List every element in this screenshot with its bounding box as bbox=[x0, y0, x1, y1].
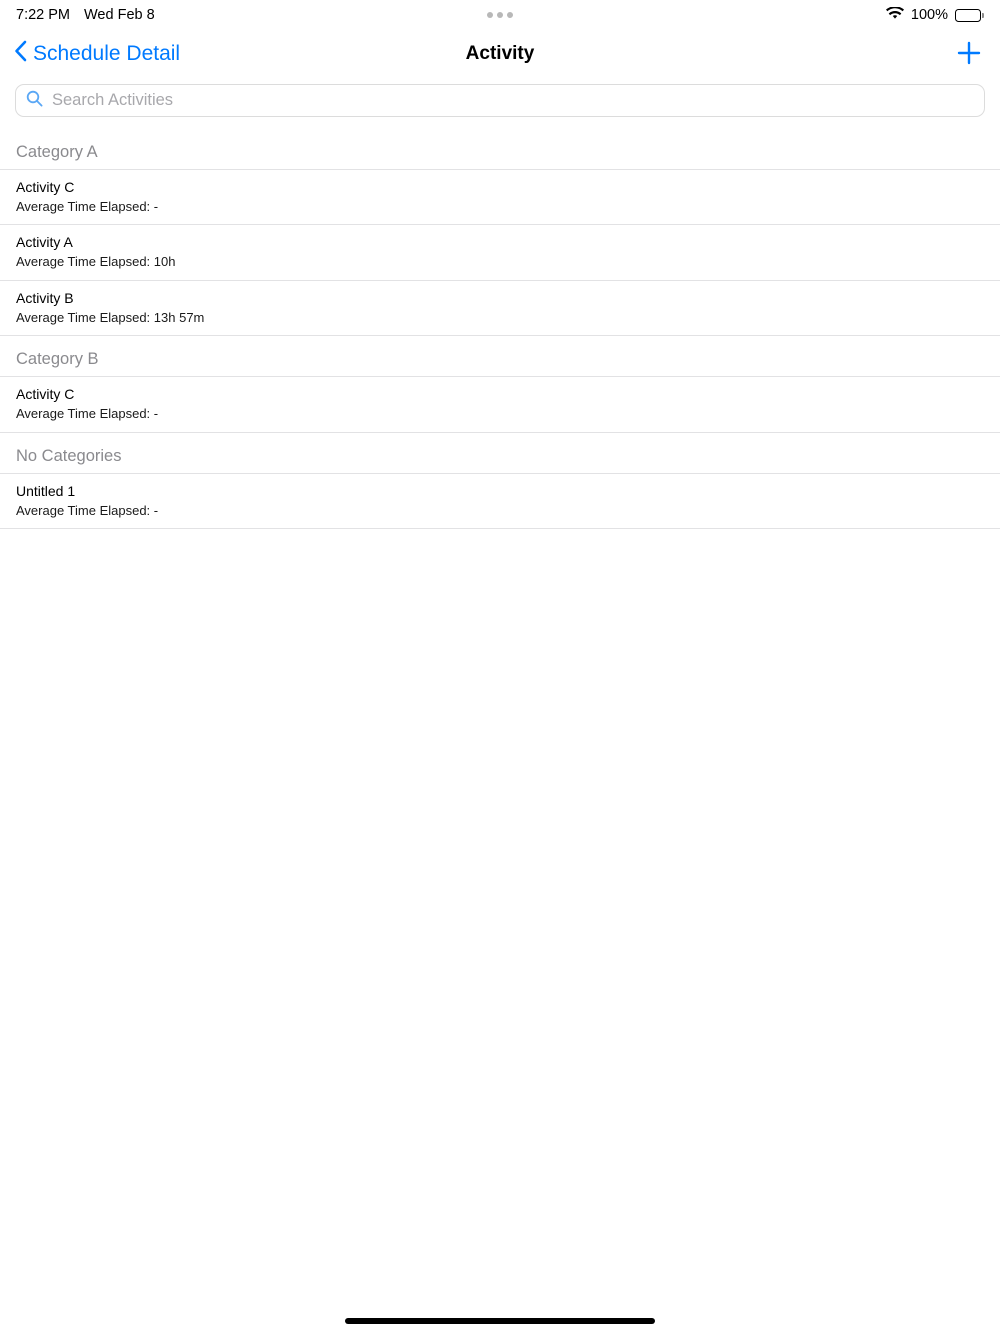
section-header: Category B bbox=[0, 336, 1000, 377]
search-bar bbox=[0, 78, 1000, 129]
back-button-label: Schedule Detail bbox=[33, 42, 181, 65]
status-time: 7:22 PM bbox=[16, 7, 70, 23]
activity-subtitle: Average Time Elapsed: - bbox=[16, 406, 159, 422]
activity-title: Activity B bbox=[16, 289, 74, 306]
activity-title: Activity A bbox=[16, 234, 73, 251]
activity-title: Activity C bbox=[16, 386, 75, 403]
section-header: No Categories bbox=[0, 433, 1000, 474]
back-button[interactable] bbox=[14, 40, 180, 68]
status-bar-left bbox=[16, 7, 155, 23]
activity-subtitle: Average Time Elapsed: - bbox=[16, 502, 159, 518]
status-bar bbox=[0, 0, 1000, 30]
list-item[interactable] bbox=[0, 281, 1000, 336]
battery-percent: 100% bbox=[910, 7, 948, 23]
list-item[interactable] bbox=[0, 474, 1000, 529]
chevron-left-icon bbox=[14, 40, 27, 68]
status-date: Wed Feb 8 bbox=[84, 7, 155, 23]
search-placeholder: Search Activities bbox=[52, 91, 174, 109]
status-bar-right bbox=[886, 7, 984, 24]
list-item[interactable] bbox=[0, 170, 1000, 225]
search-icon bbox=[26, 90, 43, 112]
navigation-bar bbox=[0, 30, 1000, 78]
home-indicator[interactable] bbox=[345, 1318, 655, 1324]
section-header: Category A bbox=[0, 129, 1000, 170]
list-item[interactable] bbox=[0, 377, 1000, 432]
activity-subtitle: Average Time Elapsed: 13h 57m bbox=[16, 309, 205, 325]
multitask-dots-icon[interactable] bbox=[487, 12, 513, 18]
battery-icon bbox=[955, 9, 984, 22]
wifi-icon bbox=[886, 7, 904, 24]
activity-subtitle: Average Time Elapsed: 10h bbox=[16, 254, 176, 270]
activity-subtitle: Average Time Elapsed: - bbox=[16, 198, 159, 214]
plus-icon bbox=[956, 40, 982, 69]
search-input[interactable] bbox=[15, 84, 985, 117]
add-activity-button[interactable] bbox=[952, 37, 986, 71]
page-title: Activity bbox=[465, 43, 535, 64]
activity-list bbox=[0, 129, 1000, 529]
list-item[interactable] bbox=[0, 225, 1000, 280]
activity-title: Activity C bbox=[16, 179, 75, 195]
activity-title: Untitled 1 bbox=[16, 482, 76, 499]
